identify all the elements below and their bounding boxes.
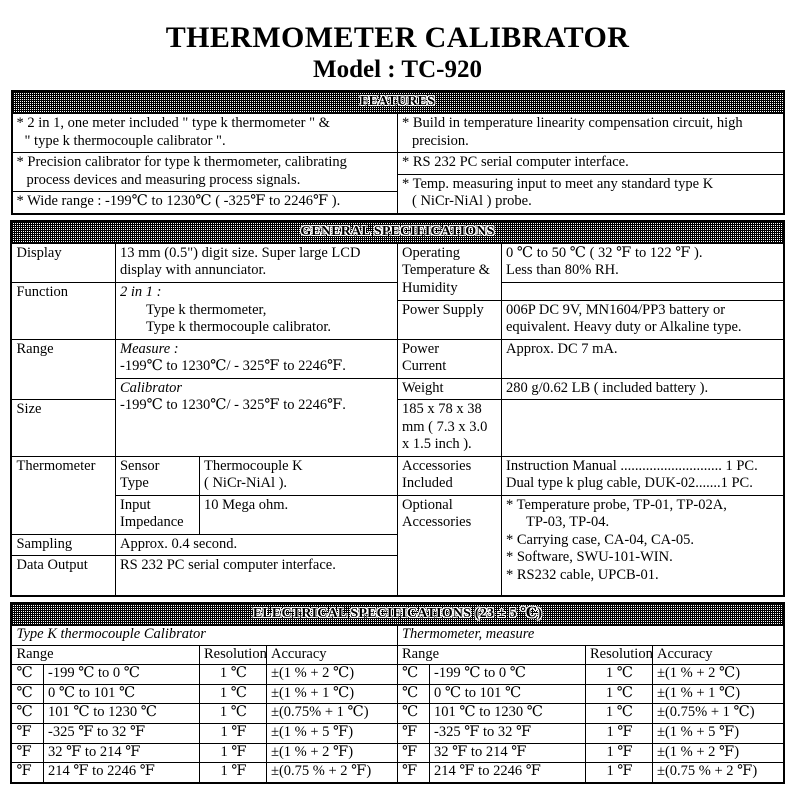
feature-left-1 [12,114,398,153]
electrical-header-row [11,645,783,665]
table-row [11,339,783,378]
header-range-right: Range [397,645,585,665]
value-data-output: RS 232 PC serial computer interface. [115,556,397,597]
label-power-current [397,339,501,378]
electrical-band-label: ELECTRICAL SPECIFICATIONS (23 ± 5 ℃) [252,606,543,622]
general-specifications-table [10,220,784,597]
electrical-band-row [11,603,783,625]
feature-right-2 [398,153,784,175]
cell-accuracy: ±(0.75% + 1 ℃) [652,704,783,724]
cell-unit: ℃ [11,665,43,685]
value-line: * Temperature probe, TP-01, TP-02A, [505,496,727,513]
cell-resolution: 1 ℉ [585,743,652,763]
value-line: Type k thermocouple calibrator. [145,319,331,336]
cell-unit: ℉ [397,743,429,763]
value-sampling: Approx. 0.4 second. [115,534,397,556]
feature-text: * Build in temperature linearity compensation circuit, high [402,115,743,132]
value-line: Calibrator [119,379,183,396]
value-line: -199℃ to 1230℃/ - 325℉ to 2246℉. [119,358,346,375]
value-range-measure [115,339,397,378]
header-accuracy-left: Accuracy [266,645,397,665]
label-line: Operating [401,244,460,261]
feature-text: * Wide range : -199℃ to 1230℃ ( -325℉ to 2246℉ ). [16,193,341,210]
value-line: 006P DC 9V, MN1604/PP3 battery or [505,301,726,318]
general-band [11,221,783,243]
value-line: 2 in 1 : [119,283,162,300]
value-line: Dual type k plug cable, DUK-02.......1 PC. [505,475,753,492]
value-line: Instruction Manual ............................ 1 PC. [505,457,758,474]
cell-range: 101 ℃ to 1230 ℃ [429,704,585,724]
feature-right-3 [398,174,784,214]
value-line: Thermocouple K [203,457,303,474]
label-function: Function [11,282,115,339]
label-sampling: Sampling [11,534,115,556]
cell-accuracy: ±(1 % + 2 ℉) [652,743,783,763]
feature-text: precision. [412,132,469,149]
label-line: Impedance [119,514,184,531]
value-line: -199℃ to 1230℃/ - 325℉ to 2246℉. [119,397,346,414]
value-power-current: Approx. DC 7 mA. [501,339,783,378]
cell-resolution: 1 ℃ [585,665,652,685]
cell-range: 0 ℃ to 101 ℃ [43,684,199,704]
cell-accuracy: ±(1 % + 2 ℃) [652,665,783,685]
label-line: Sensor [119,457,160,474]
label-accessories-included [397,456,501,495]
electrical-band [11,603,783,625]
label-sensor-type [115,456,199,495]
feature-text: * Temp. measuring input to meet any standard type K [402,175,714,192]
cell-unit: ℃ [11,704,43,724]
cell-resolution: 1 ℃ [199,704,266,724]
feature-text: process devices and measuring process signals. [26,171,301,188]
cell-accuracy: ±(1 % + 1 ℃) [266,684,397,704]
cell-unit: ℃ [397,684,429,704]
feature-text: ( NiCr-NiAl ) probe. [412,193,532,210]
feature-text: " type k thermocouple calibrator ". [24,132,226,149]
table-row [12,153,784,175]
value-display [115,243,397,282]
value-power-supply [501,300,783,339]
cell-unit: ℃ [397,704,429,724]
cell-range: 32 ℉ to 214 ℉ [429,743,585,763]
cell-resolution: 1 ℉ [199,743,266,763]
cell-resolution: 1 ℃ [585,684,652,704]
cell-accuracy: ±(1 % + 5 ℉) [652,724,783,744]
value-input-impedance: 10 Mega ohm. [199,495,397,534]
caption-calibrator: Type K thermocouple Calibrator [11,626,397,646]
table-row [11,243,783,282]
value-sensor-type [199,456,397,495]
cell-range: -199 ℃ to 0 ℃ [429,665,585,685]
label-line: Current [401,358,447,375]
cell-unit: ℃ [11,684,43,704]
value-line: * Software, SWU-101-WIN. [505,549,673,566]
label-display: Display [11,243,115,282]
value-line: Measure : [119,340,179,357]
cell-resolution: 1 ℃ [199,684,266,704]
value-function [115,282,397,339]
header-resolution-right: Resolution [585,645,652,665]
value-range-calibrator [115,378,397,456]
table-row [11,763,783,783]
label-data-output: Data Output [11,556,115,597]
feature-text: * 2 in 1, one meter included " type k thermometer " & [16,115,330,132]
table-row [11,704,783,724]
value-line: equivalent. Heavy duty or Alkaline type. [505,319,742,336]
table-row [11,684,783,704]
page-title: THERMOMETER CALIBRATOR [165,21,630,54]
features-band-row [12,91,784,113]
title-block [0,0,795,84]
label-operating-temperature [397,243,501,300]
cell-unit: ℉ [11,743,43,763]
cell-range: 32 ℉ to 214 ℉ [43,743,199,763]
label-line: Humidity [401,279,458,296]
cell-resolution: 1 ℃ [199,665,266,685]
cell-range: -325 ℉ to 32 ℉ [43,724,199,744]
cell-accuracy: ±(1 % + 5 ℉) [266,724,397,744]
feature-left-3 [12,192,398,214]
cell-range: 0 ℃ to 101 ℃ [429,684,585,704]
value-weight: 280 g/0.62 LB ( included battery ). [501,378,783,400]
feature-right-1 [398,114,784,153]
value-line: 0 ℃ to 50 ℃ ( 32 ℉ to 122 ℉ ). [505,244,703,261]
value-optional-accessories [501,495,783,596]
cell-resolution: 1 ℉ [585,724,652,744]
cell-accuracy: ±(0.75 % + 2 ℉) [652,763,783,783]
model-subtitle: Model : TC-920 [313,56,482,84]
feature-left-2 [12,153,398,192]
label-range: Range [11,339,115,400]
label-size: Size [11,400,115,457]
cell-resolution: 1 ℉ [585,763,652,783]
table-row [11,495,783,534]
header-range-left: Range [11,645,199,665]
cell-unit: ℃ [397,665,429,685]
header-resolution-left: Resolution [199,645,266,665]
label-line: Temperature & [401,262,490,279]
table-row [11,743,783,763]
value-line: 13 mm (0.5") digit size. Super large LCD [119,244,361,261]
general-band-label: GENERAL SPECIFICATIONS [300,223,495,239]
cell-unit: ℉ [11,724,43,744]
cell-accuracy: ±(0.75% + 1 ℃) [266,704,397,724]
label-input-impedance [115,495,199,534]
label-thermometer: Thermometer [11,456,115,534]
general-band-row [11,221,783,243]
label-line: Accessories [401,457,472,474]
cell-unit: ℉ [397,763,429,783]
electrical-caption-row [11,626,783,646]
table-row [11,665,783,685]
value-line: TP-03, TP-04. [525,514,610,531]
cell-unit: ℉ [397,724,429,744]
cell-resolution: 1 ℉ [199,763,266,783]
features-table [11,90,785,215]
value-line: Less than 80% RH. [505,262,619,279]
label-line: Included [401,475,453,492]
cell-unit: ℉ [11,763,43,783]
cell-range: 214 ℉ to 2246 ℉ [429,763,585,783]
header-accuracy-right: Accuracy [652,645,783,665]
cell-accuracy: ±(1 % + 1 ℃) [652,684,783,704]
cell-accuracy: ±(1 % + 2 ℃) [266,665,397,685]
value-line: * Carrying case, CA-04, CA-05. [505,531,695,548]
cell-resolution: 1 ℉ [199,724,266,744]
label-optional-accessories [397,495,501,596]
label-line: Type [119,475,149,492]
value-line: Type k thermometer, [145,301,267,318]
feature-text: * Precision calibrator for type k thermometer, calibrating [16,154,347,171]
cell-resolution: 1 ℃ [585,704,652,724]
cell-range: 214 ℉ to 2246 ℉ [43,763,199,783]
label-weight: Weight [397,378,501,400]
cell-range: 101 ℃ to 1230 ℃ [43,704,199,724]
table-row [11,724,783,744]
features-band [12,91,784,113]
label-power-supply: Power Supply [397,300,501,339]
table-row [11,378,783,400]
table-row [12,114,784,153]
feature-text: * RS 232 PC serial computer interface. [402,154,629,171]
label-line: Input [119,496,151,513]
value-accessories-included [501,456,783,495]
value-line: ( NiCr-NiAl ). [203,475,288,492]
value-operating-temperature [501,243,783,282]
value-line: display with annunciator. [119,262,267,279]
cell-range: -199 ℃ to 0 ℃ [43,665,199,685]
features-band-label: FEATURES [359,94,436,110]
label-line: Power [401,340,440,357]
label-line: Accessories [401,514,472,531]
value-operating-temperature-pad [501,282,783,300]
value-line: * RS232 cable, UPCB-01. [505,566,659,583]
value-size: 185 x 78 x 38 mm ( 7.3 x 3.0 x 1.5 inch ). [397,400,501,457]
label-line: Optional [401,496,453,513]
caption-thermometer: Thermometer, measure [397,626,783,646]
cell-accuracy: ±(0.75 % + 2 ℉) [266,763,397,783]
cell-accuracy: ±(1 % + 2 ℉) [266,743,397,763]
electrical-specifications-table [10,602,784,783]
table-row [11,456,783,495]
cell-range: -325 ℉ to 32 ℉ [429,724,585,744]
